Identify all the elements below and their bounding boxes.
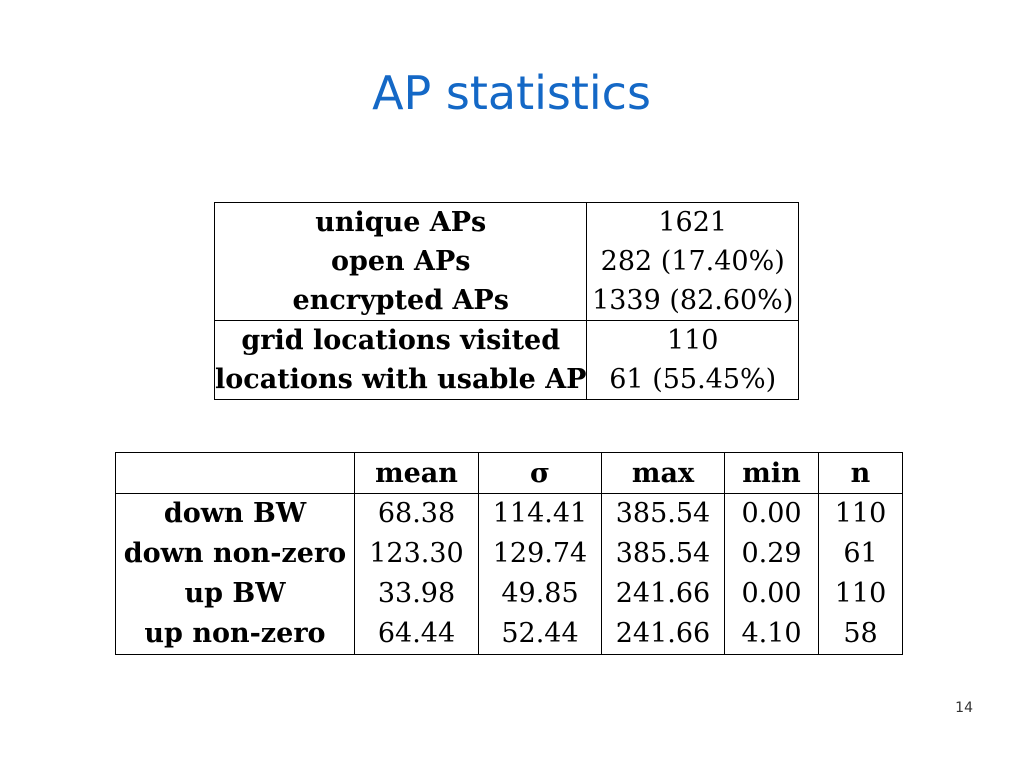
max-value: 385.54 <box>615 538 711 569</box>
header-min: min <box>725 453 819 494</box>
n-column-cell <box>819 494 903 655</box>
row-label-open-aps: open APs <box>330 246 471 277</box>
n-value: 110 <box>834 578 887 609</box>
value-usable-locations: 61 (55.45%) <box>609 364 777 395</box>
sigma-column-cell <box>479 494 602 655</box>
table-row <box>215 203 799 321</box>
header-empty <box>116 453 355 494</box>
min-value: 0.29 <box>741 538 802 569</box>
table-row <box>215 321 799 400</box>
header-max: max <box>602 453 725 494</box>
row-label: up non-zero <box>144 618 326 649</box>
min-value: 0.00 <box>741 578 802 609</box>
mean-value: 64.44 <box>377 618 456 649</box>
locations-labels-cell <box>215 321 587 400</box>
value-encrypted-aps: 1339 (82.60%) <box>592 285 794 316</box>
row-label: down non-zero <box>123 538 347 569</box>
sigma-value: 114.41 <box>492 498 588 529</box>
header-n: n <box>819 453 903 494</box>
value-unique-aps: 1621 <box>658 207 728 238</box>
row-label: up BW <box>184 578 286 609</box>
max-value: 241.66 <box>615 578 711 609</box>
locations-values-cell <box>587 321 799 400</box>
ap-counts-values-cell <box>587 203 799 321</box>
sigma-value: 49.85 <box>501 578 579 609</box>
max-value: 385.54 <box>615 498 711 529</box>
n-value: 58 <box>843 618 878 649</box>
row-label: down BW <box>163 498 307 529</box>
row-labels-cell <box>116 494 355 655</box>
row-label-unique-aps: unique APs <box>315 207 487 238</box>
ap-summary-table <box>214 202 799 400</box>
mean-column-cell <box>355 494 479 655</box>
min-column-cell <box>725 494 819 655</box>
max-column-cell <box>602 494 725 655</box>
mean-value: 33.98 <box>377 578 456 609</box>
ap-counts-labels-cell <box>215 203 587 321</box>
slide-title: AP statistics <box>372 66 651 120</box>
min-value: 4.10 <box>741 618 802 649</box>
mean-value: 68.38 <box>377 498 456 529</box>
max-value: 241.66 <box>615 618 711 649</box>
row-label-usable-locations: locations with usable AP <box>215 364 587 395</box>
header-mean: mean <box>355 453 479 494</box>
min-value: 0.00 <box>741 498 802 529</box>
header-row <box>116 453 903 494</box>
value-grid-locations: 110 <box>666 325 719 356</box>
row-label-grid-locations: grid locations visited <box>241 325 561 356</box>
bandwidth-stats-table <box>115 452 903 655</box>
sigma-value: 129.74 <box>492 538 588 569</box>
value-open-aps: 282 (17.40%) <box>600 246 785 277</box>
table-row <box>116 494 903 655</box>
n-value: 61 <box>843 538 878 569</box>
header-sigma: σ <box>479 453 602 494</box>
row-label-encrypted-aps: encrypted APs <box>292 285 509 316</box>
mean-value: 123.30 <box>369 538 464 569</box>
n-value: 110 <box>834 498 887 529</box>
sigma-value: 52.44 <box>501 618 579 649</box>
page-number: 14 <box>955 700 973 716</box>
